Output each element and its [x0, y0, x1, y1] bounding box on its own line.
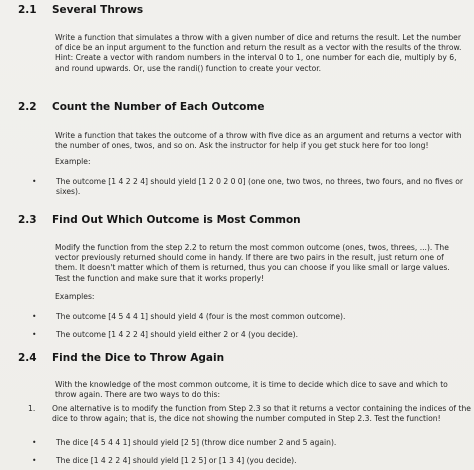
list-item-text: The outcome [4 5 4 4 1] should yield 4 (four is the most common outcome). [56, 312, 346, 321]
section-number: 2.4 [18, 352, 37, 364]
list-item-text: The dice [4 5 4 4 1] should yield [2 5] (throw dice number 2 and 5 again). [56, 438, 337, 447]
paragraph: With the knowledge of the most common outcome, it is time to decide which dice to save and which to throw again. There are two ways to do this: [55, 380, 448, 400]
number-marker: 1. [28, 404, 36, 413]
section-heading-2-2 [18, 101, 264, 113]
section-number: 2.1 [18, 4, 37, 16]
section-title: Find Out Which Outcome is Most Common [52, 214, 301, 226]
list-item [32, 330, 474, 340]
section-heading-2-1 [18, 4, 143, 16]
section-number: 2.3 [18, 214, 37, 226]
list-item-text: The outcome [1 4 2 2 4] should yield [1 2 0 2 0 0] (one one, two twos, no threes, two fours, and no fives or sixes). [56, 177, 464, 197]
bullet-marker: • [32, 438, 37, 447]
bullet-marker: • [32, 456, 37, 465]
bullet-marker: • [32, 312, 37, 321]
paragraph-label: Examples: [55, 292, 95, 301]
section-number: 2.2 [18, 101, 37, 113]
section-title: Several Throws [52, 4, 144, 16]
paragraph: Write a function that simulates a throw with a given number of dice and returns the result. Let the number of dice be an input argument to the function and return the result as a vector with the results of the throw. Hint: Create a vector with random numbers in the interval 0 to 1, one number for each die, multiply by 6, and round upwards. Or, use the randi() function to create your vector. [55, 33, 462, 73]
section-heading-2-4 [18, 352, 224, 364]
list-item [32, 177, 474, 197]
bullet-marker: • [32, 177, 37, 186]
list-item-text: The dice [1 4 2 2 4] should yield [1 2 5] or [1 3 4] (you decide). [56, 456, 297, 465]
section-title: Count the Number of Each Outcome [52, 101, 265, 113]
paragraph-label: Example: [55, 157, 91, 166]
section-heading-2-3 [18, 214, 301, 226]
list-item [32, 456, 474, 466]
paragraph: Modify the function from the step 2.2 to return the most common outcome (ones, twos, threes, ...). The vector previously returned should come in handy. If there are two pairs in the result, just return one of them. It doesn't matter which of them is returned, thus you can choose if you like small or large values. Test the function and make sure that it works properly! [55, 243, 450, 283]
bullet-marker: • [32, 330, 37, 339]
list-item [32, 312, 474, 322]
paragraph: Write a function that takes the outcome of a throw with five dice as an argument and returns a vector with the number of ones, twos, and so on. Ask the instructor for help if you get stuck here for too long! [55, 131, 462, 151]
list-item-text: The outcome [1 4 2 2 4] should yield either 2 or 4 (you decide). [56, 330, 299, 339]
section-title: Find the Dice to Throw Again [52, 352, 225, 364]
numbered-item [28, 404, 472, 424]
list-item [32, 438, 474, 448]
numbered-item-text: One alternative is to modify the function from Step 2.3 so that it returns a vector containing the indices of the dice to throw again; that is, the dice not showing the number computed in Step 2.3. Test the function! [52, 404, 471, 424]
